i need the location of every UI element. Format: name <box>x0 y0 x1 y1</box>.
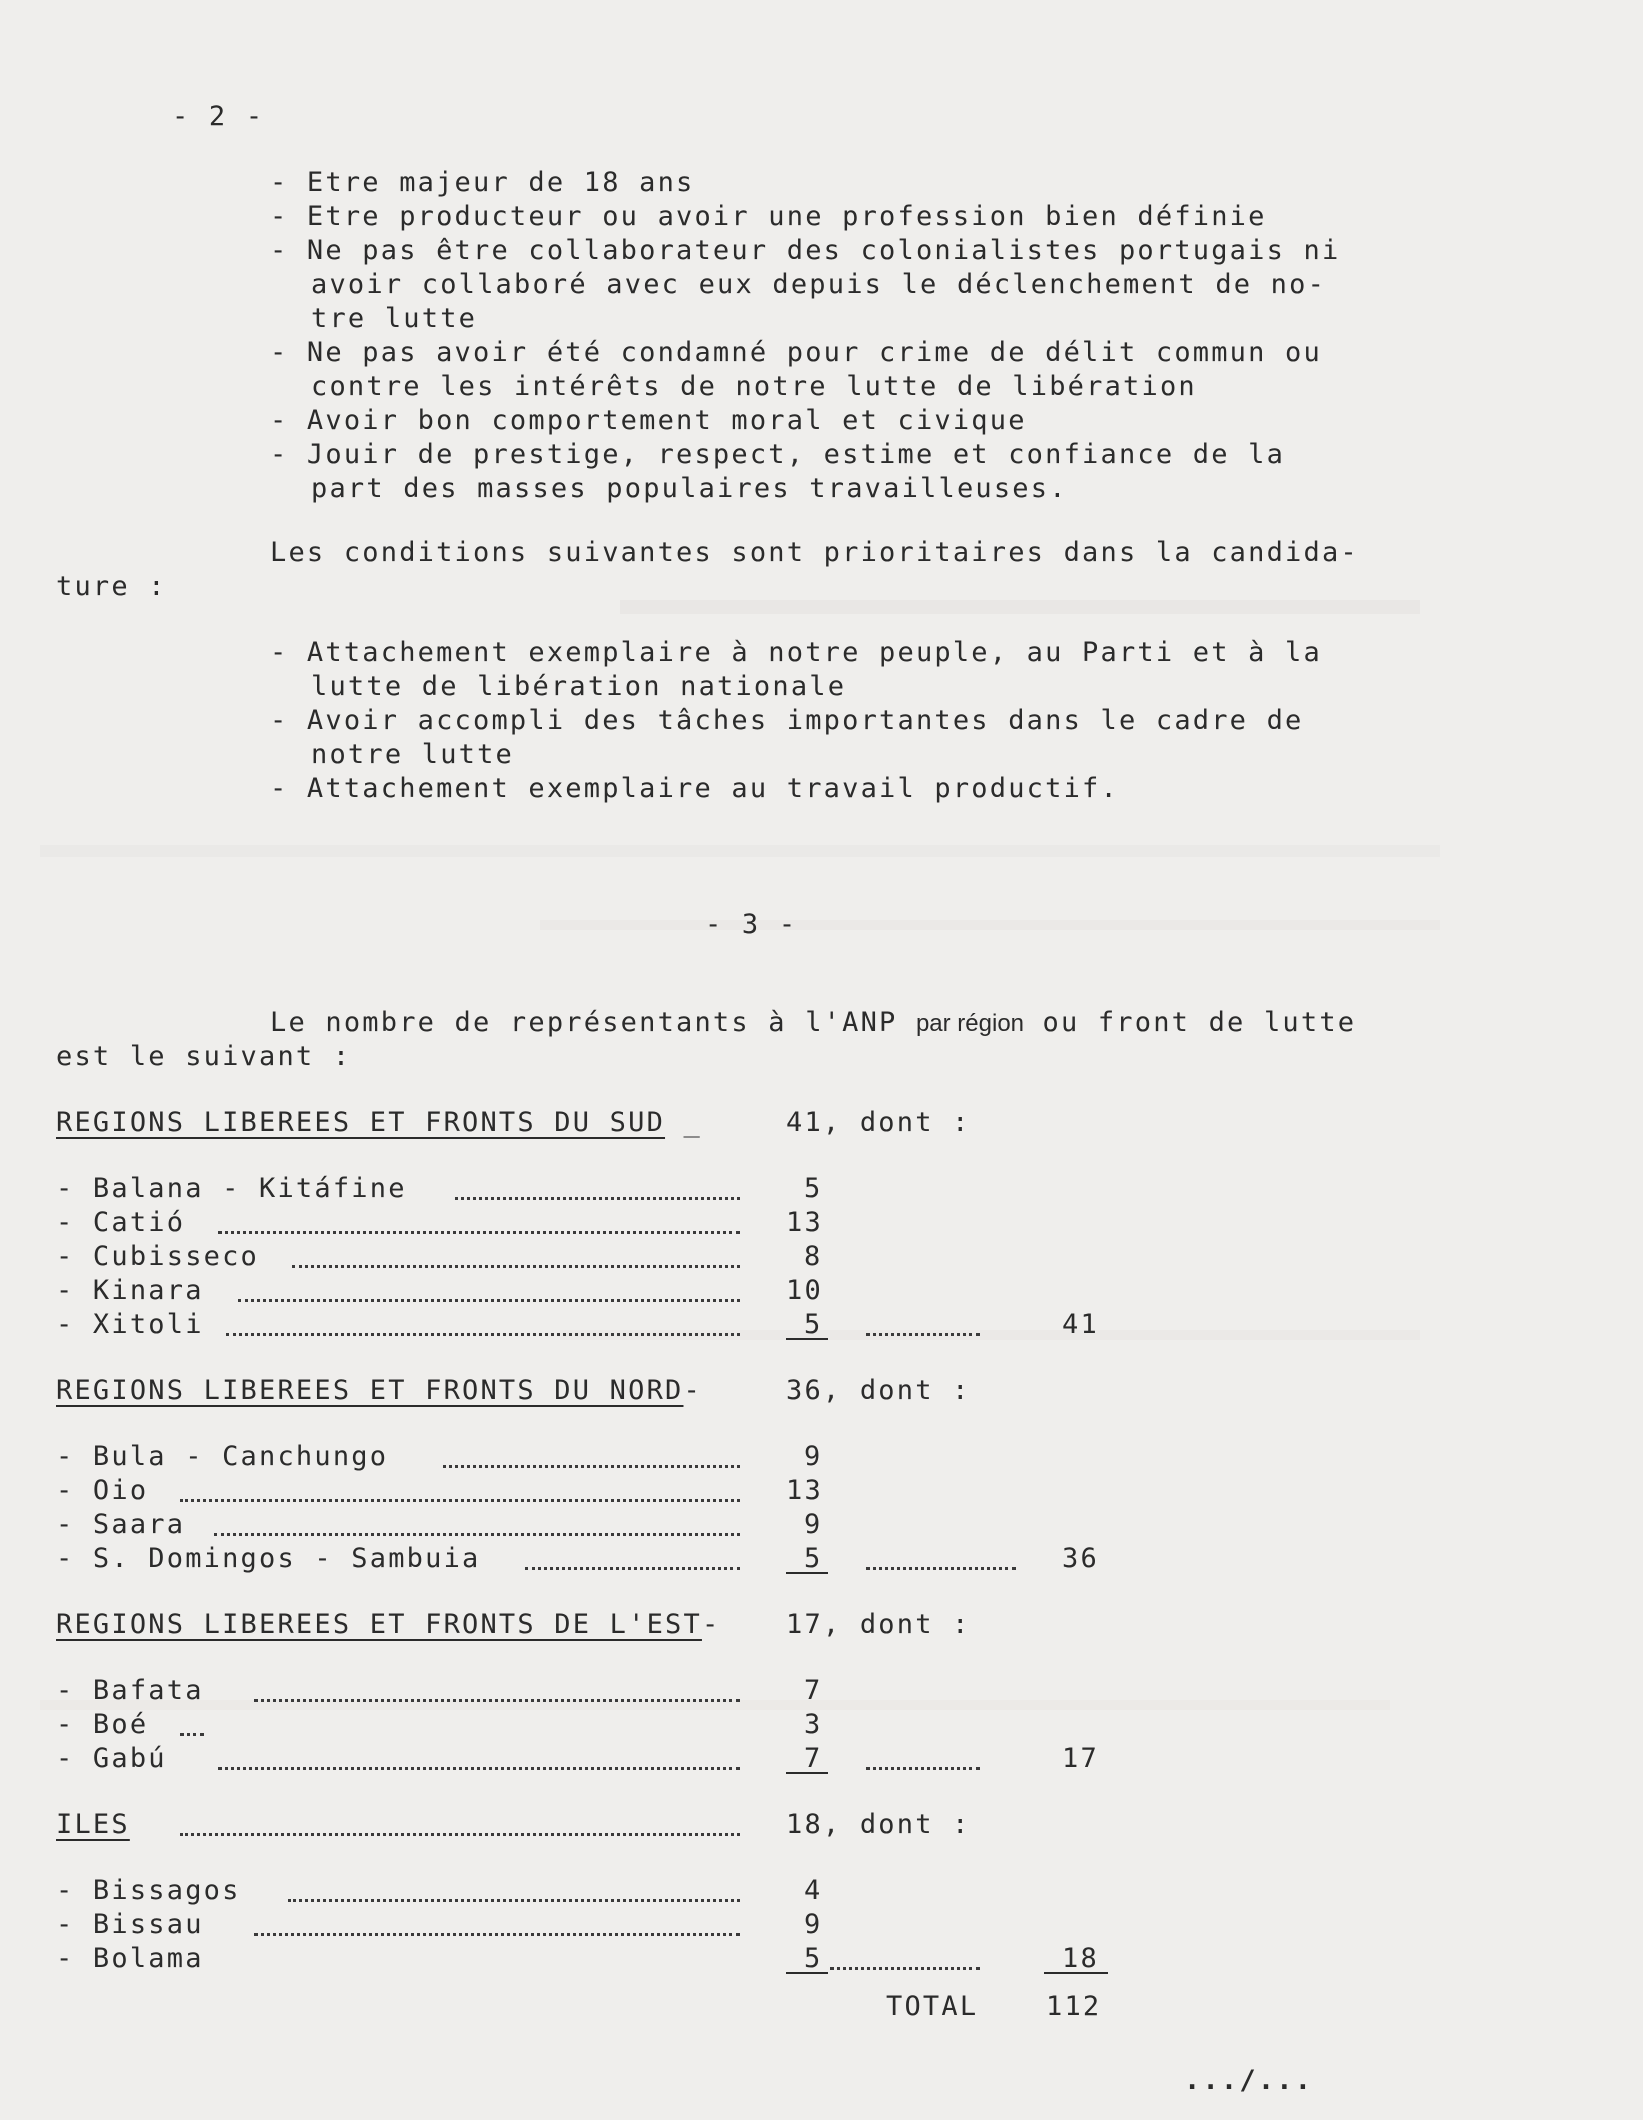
total-label: TOTAL <box>886 1991 979 2022</box>
intro-text: Le nombre de représentants à l'ANP <box>270 1007 916 1038</box>
group-title-sep: _ <box>665 1107 702 1138</box>
condition-line: - Jouir de prestige, respect, estime et confiance de la <box>270 439 1286 470</box>
page-number: - 2 - <box>172 101 265 132</box>
region-name: - Kinara <box>56 1275 204 1306</box>
priority-intro: Les conditions suivantes sont prioritaires dans la candida- <box>270 537 1359 568</box>
continuation-mark: .../... <box>1184 2065 1314 2096</box>
total-value: 112 <box>1046 1991 1102 2022</box>
region-name: - Boé <box>56 1709 149 1740</box>
condition-line: - Ne pas avoir été condamné pour crime de délit commun ou <box>270 337 1322 368</box>
condition-line: - Etre majeur de 18 ans <box>270 167 695 198</box>
region-value: 9 <box>804 1909 823 1940</box>
intro-text: ou front de lutte <box>1024 1007 1357 1038</box>
priority-line: - Avoir accompli des tâches importantes dans le cadre de <box>270 705 1304 736</box>
region-value: 5 <box>804 1943 823 1974</box>
region-value: 3 <box>804 1709 823 1740</box>
region-value: 9 <box>804 1509 823 1540</box>
group-count: 36, dont : <box>786 1375 971 1406</box>
condition-line: - Ne pas être collaborateur des colonialistes portugais ni <box>270 235 1341 266</box>
region-name: - Balana - Kitáfine <box>56 1173 407 1204</box>
group-title-text: ILES <box>56 1809 130 1840</box>
group-count: 18, dont : <box>786 1809 971 1840</box>
region-value: 5 <box>804 1543 823 1574</box>
region-name: - Catió <box>56 1207 186 1238</box>
section-intro-cont: est le suivant : <box>56 1041 352 1072</box>
group-count: 41, dont : <box>786 1107 971 1138</box>
region-name: - Gabú <box>56 1743 167 1774</box>
region-value: 4 <box>804 1875 823 1906</box>
region-name: - Oio <box>56 1475 149 1506</box>
group-title-sep: - <box>701 1609 721 1640</box>
condition-line: contre les intérêts de notre lutte de libération <box>311 371 1197 402</box>
condition-line: - Etre producteur ou avoir une profession bien définie <box>270 201 1267 232</box>
region-value: 9 <box>804 1441 823 1472</box>
region-value: 13 <box>786 1207 823 1238</box>
region-name: - Bafata <box>56 1675 204 1706</box>
region-name: - Saara <box>56 1509 186 1540</box>
group-subtotal: 17 <box>1062 1743 1099 1774</box>
group-subtotal: 41 <box>1062 1309 1099 1340</box>
group-title <box>56 1374 702 1408</box>
priority-line: notre lutte <box>311 739 515 770</box>
region-name: - Cubisseco <box>56 1241 260 1272</box>
region-value: 5 <box>804 1309 823 1340</box>
region-name: - Bissau <box>56 1909 204 1940</box>
group-title-text: REGIONS LIBEREES ET FRONTS DU SUD <box>56 1107 666 1138</box>
group-subtotal: 36 <box>1062 1543 1099 1574</box>
region-name: - Bolama <box>56 1943 204 1974</box>
group-title <box>56 1608 720 1642</box>
condition-line: tre lutte <box>311 303 478 334</box>
group-title-sep: - <box>683 1375 702 1406</box>
handwritten-insert: par région <box>915 1010 1025 1037</box>
region-value: 5 <box>804 1173 823 1204</box>
region-name: - Bula - Canchungo <box>56 1441 389 1472</box>
condition-line: avoir collaboré avec eux depuis le déclenchement de no- <box>311 269 1327 300</box>
group-subtotal: 18 <box>1062 1943 1099 1974</box>
region-value: 7 <box>804 1743 823 1774</box>
region-value: 8 <box>804 1241 823 1272</box>
group-title-text: REGIONS LIBEREES ET FRONTS DU NORD <box>56 1375 684 1406</box>
region-value: 7 <box>804 1675 823 1706</box>
region-name: - Bissagos <box>56 1875 241 1906</box>
section-intro <box>270 1006 1356 1041</box>
region-name: - S. Domingos - Sambuia <box>56 1543 481 1574</box>
priority-line: - Attachement exemplaire au travail productif. <box>270 773 1119 804</box>
priority-line: - Attachement exemplaire à notre peuple, au Parti et à la <box>270 637 1322 668</box>
group-title <box>56 1106 702 1140</box>
group-count: 17, dont : <box>786 1609 971 1640</box>
priority-intro-cont: ture : <box>56 571 167 602</box>
priority-line: lutte de libération nationale <box>311 671 847 702</box>
region-name: - Xitoli <box>56 1309 204 1340</box>
section-number: - 3 - <box>705 909 798 940</box>
region-value: 10 <box>786 1275 823 1306</box>
condition-line: part des masses populaires travailleuses. <box>311 473 1068 504</box>
group-title <box>56 1808 130 1842</box>
group-title-text: REGIONS LIBEREES ET FRONTS DE L'EST <box>56 1609 702 1640</box>
condition-line: - Avoir bon comportement moral et civique <box>270 405 1027 436</box>
region-value: 13 <box>786 1475 823 1506</box>
